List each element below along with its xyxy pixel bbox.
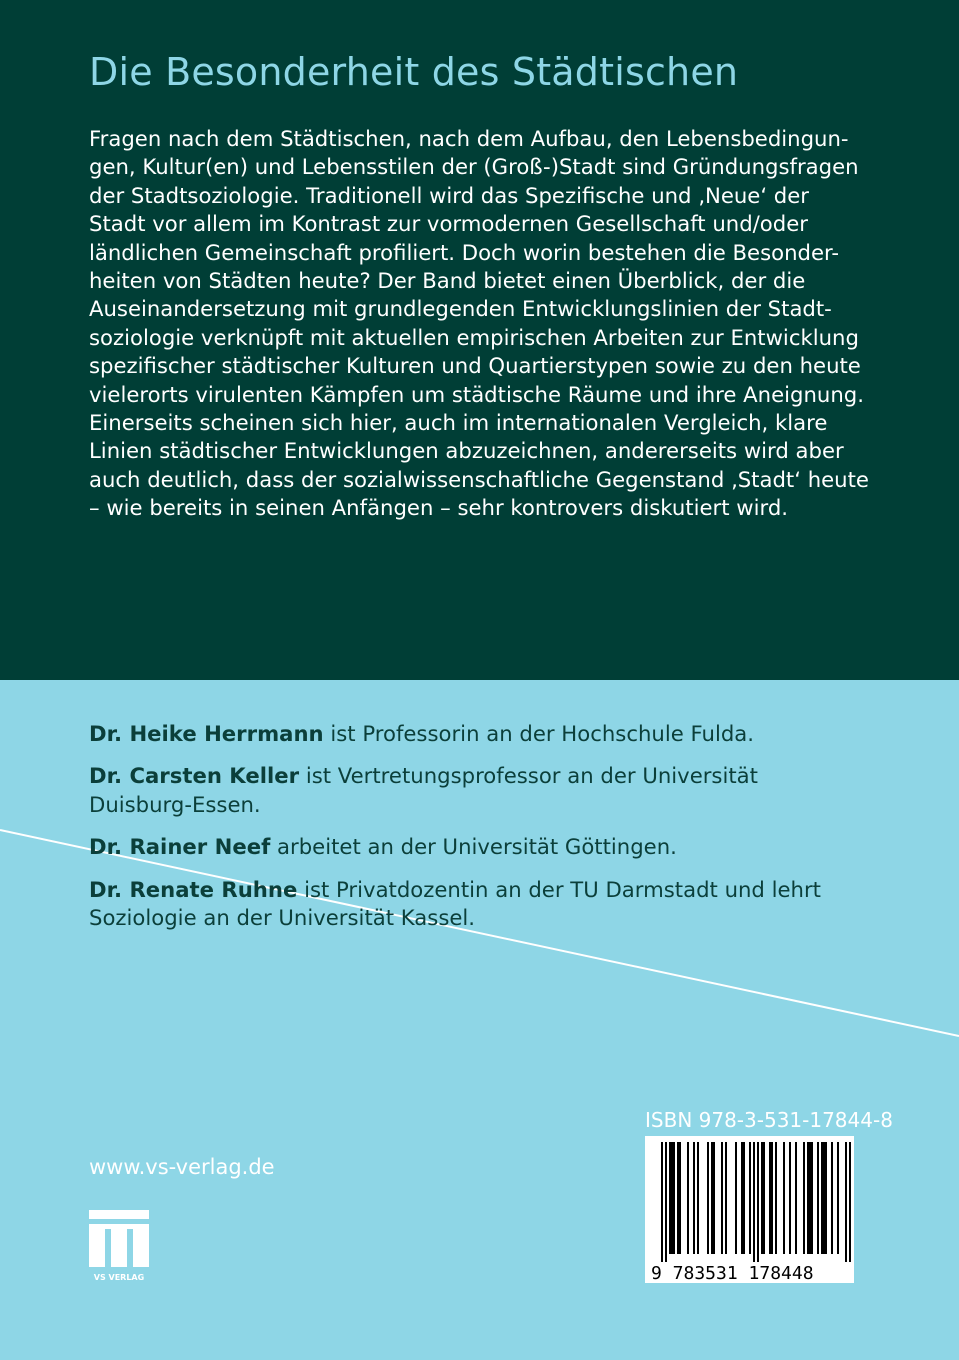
barcode-bar [679, 1142, 681, 1254]
barcode-bar [783, 1142, 785, 1254]
barcode-bar [821, 1142, 823, 1254]
barcode-bar [789, 1142, 791, 1254]
barcode-bar [763, 1142, 765, 1254]
author-bio: arbeitet an der Universität Göttingen. [270, 834, 677, 860]
author-entry [89, 762, 869, 819]
barcode-bar [823, 1142, 825, 1254]
barcode-bar [845, 1142, 847, 1262]
author-name: Dr. Carsten Keller [89, 763, 300, 789]
barcode-bar [725, 1142, 727, 1254]
barcode [645, 1136, 854, 1283]
barcode-bar [687, 1142, 689, 1254]
barcode-bar [795, 1142, 797, 1254]
barcode-bar [831, 1142, 833, 1254]
barcode-bar [761, 1142, 763, 1254]
barcode-bar [711, 1142, 713, 1254]
barcode-bar [721, 1142, 723, 1254]
barcode-bar [707, 1142, 709, 1254]
blurb-line: spezifischer städtischer Kulturen und Quartierstypen sowie zu den heute [89, 353, 861, 379]
barcode-bar [825, 1142, 827, 1254]
barcode-bar [837, 1142, 839, 1254]
barcode-bar [741, 1142, 743, 1254]
barcode-bar [807, 1142, 809, 1254]
author-bio: ist Professorin an der Hochschule Fulda. [323, 721, 754, 746]
barcode-bar [665, 1142, 667, 1262]
barcode-bar [677, 1142, 679, 1254]
barcode-bar [753, 1142, 755, 1262]
barcode-bars [645, 1136, 854, 1283]
blurb-line: – wie bereits in seinen Anfängen – sehr kontrovers diskutiert wird. [89, 495, 789, 521]
blurb-line: heiten von Städten heute? Der Band bietet einen Überblick, der die [89, 268, 806, 294]
blurb-line: Fragen nach dem Städtischen, nach dem Aufbau, den Lebensbedingun- [89, 126, 849, 151]
author-name: Dr. Renate Ruhne [89, 876, 298, 902]
barcode-bar [817, 1142, 819, 1254]
barcode-bar [671, 1142, 673, 1254]
vs-verlag-logo [89, 1210, 149, 1282]
blurb-line: Linien städtischer Entwicklungen abzuzeichnen, andererseits wird aber [89, 438, 844, 464]
barcode-bar [735, 1142, 737, 1254]
logo-label: VS VERLAG [93, 1273, 145, 1282]
barcode-bar [713, 1142, 715, 1254]
barcode-bar [769, 1142, 771, 1254]
barcode-bar [669, 1142, 671, 1254]
barcode-bar [697, 1142, 699, 1254]
barcode-bar [803, 1142, 805, 1254]
barcode-bar [775, 1142, 777, 1254]
barcode-bar [771, 1142, 773, 1254]
author-entry [89, 720, 869, 748]
barcode-bar [743, 1142, 745, 1254]
barcode-bar [661, 1142, 663, 1262]
barcode-digits: 9 783531 178448 [651, 1263, 814, 1283]
author-list [89, 720, 869, 946]
barcode-bar [811, 1142, 813, 1254]
barcode-bar [757, 1142, 759, 1262]
author-entry [89, 833, 869, 861]
author-bio: ist Privatdozentin an der TU Darmstadt und lehrt [297, 876, 821, 902]
blurb-line: der Stadtsoziologie. Traditionell wird das Spezifische und ‚Neue‘ der [89, 182, 809, 208]
blurb-line: Stadt vor allem im Kontrast zur vormodernen Gesellschaft und/oder [89, 211, 808, 237]
blurb-line: auch deutlich, dass der sozialwissenschaftliche Gegenstand ‚Stadt‘ heute [89, 466, 869, 492]
book-title: Die Besonderheit des Städtischen [89, 50, 739, 94]
author-name: Dr. Heike Herrmann [89, 721, 324, 746]
author-bio-cont: Soziologie an der Universität Kassel. [89, 905, 476, 931]
blurb-line: soziologie verknüpft mit aktuellen empirischen Arbeiten zur Entwicklung [89, 324, 859, 350]
publisher-website[interactable]: www.vs-verlag.de [89, 1155, 275, 1179]
author-bio: ist Vertretungsprofessor an der Universität [299, 763, 758, 789]
author-bio-cont: Duisburg-Essen. [89, 791, 261, 817]
barcode-bar [693, 1142, 695, 1254]
barcode-bar [749, 1142, 751, 1254]
blurb-line: Auseinandersetzung mit grundlegenden Entwicklungslinien der Stadt- [89, 296, 832, 322]
blurb-line: vielerorts virulenten Kämpfen um städtische Räume und ihre Aneignung. [89, 381, 864, 407]
isbn-label: ISBN 978-3-531-17844-8 [645, 1108, 893, 1132]
blurb-line: Einerseits scheinen sich hier, auch im internationalen Vergleich, klare [89, 410, 828, 436]
barcode-bar [849, 1142, 851, 1262]
barcode-bar [673, 1142, 675, 1254]
blurb-line: ländlichen Gemeinschaft profiliert. Doch worin bestehen die Besonder- [89, 239, 839, 265]
author-name: Dr. Rainer Neef [89, 834, 271, 860]
barcode-bar [809, 1142, 811, 1254]
blurb-text [89, 125, 869, 523]
author-entry [89, 876, 869, 933]
blurb-line: gen, Kultur(en) und Lebensstilen der (Groß-)Stadt sind Gründungsfragen [89, 154, 859, 180]
